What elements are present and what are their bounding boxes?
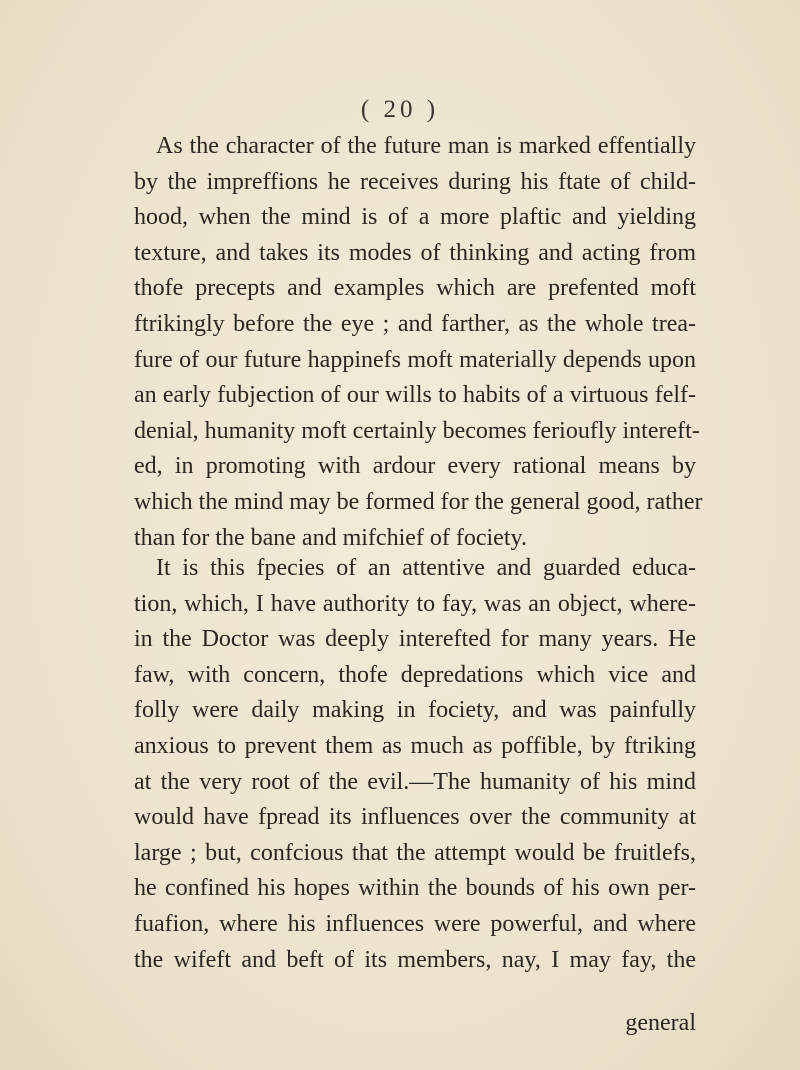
text-line: As the character of the future man is marked effentially: [156, 133, 696, 159]
text-line: ed, in promoting with ardour every rational means by: [134, 453, 696, 480]
paragraph-1: [134, 129, 703, 556]
text-line: fuafion, where his influences were powerful, and where: [134, 910, 696, 937]
text-line: in the Doctor was deeply interefted for many years. He: [134, 626, 696, 653]
text-line: denial, humanity moft certainly becomes ferioufly intereft-: [134, 417, 700, 444]
text-line: faw, with concern, thofe depredations which vice and: [134, 661, 696, 688]
text-line: anxious to prevent them as much as poffible, by ftriking: [134, 732, 696, 759]
text-line: by the impreffions he receives during his ftate of child-: [134, 168, 696, 195]
catchword: general: [625, 1010, 696, 1036]
text-line: ftrikingly before the eye ; and farther, as the whole trea-: [134, 310, 696, 337]
text-line: large ; but, confcious that the attempt would be fruitlefs,: [134, 839, 696, 866]
text-line: folly were daily making in fociety, and was painfully: [134, 697, 696, 724]
text-line: he confined his hopes within the bounds of his own per-: [134, 875, 696, 902]
text-line: texture, and takes its modes of thinking and acting from: [134, 239, 696, 266]
page-number: ( 20 ): [360, 96, 440, 123]
text-line: hood, when the mind is of a more plaftic and yielding: [134, 204, 696, 231]
text-line: It is this fpecies of an attentive and guarded educa-: [156, 555, 696, 581]
text-line: which the mind may be formed for the general good, rather: [134, 488, 703, 515]
text-line: the wifeft and beft of its members, nay, I may fay, the: [134, 946, 696, 973]
text-line: tion, which, I have authority to fay, was an object, where-: [134, 590, 696, 617]
text-line: thofe precepts and examples which are prefented moft: [134, 275, 696, 302]
text-line: than for the bane and mifchief of fociety.: [134, 524, 527, 551]
paragraph-2: [134, 551, 696, 978]
text-line: at the very root of the evil.—The humanity of his mind: [134, 768, 696, 795]
text-line: an early fubjection of our wills to habits of a virtuous felf-: [134, 382, 696, 409]
text-line: would have fpread its influences over the community at: [134, 804, 696, 831]
text-line: fure of our future happinefs moft materially depends upon: [134, 346, 696, 373]
